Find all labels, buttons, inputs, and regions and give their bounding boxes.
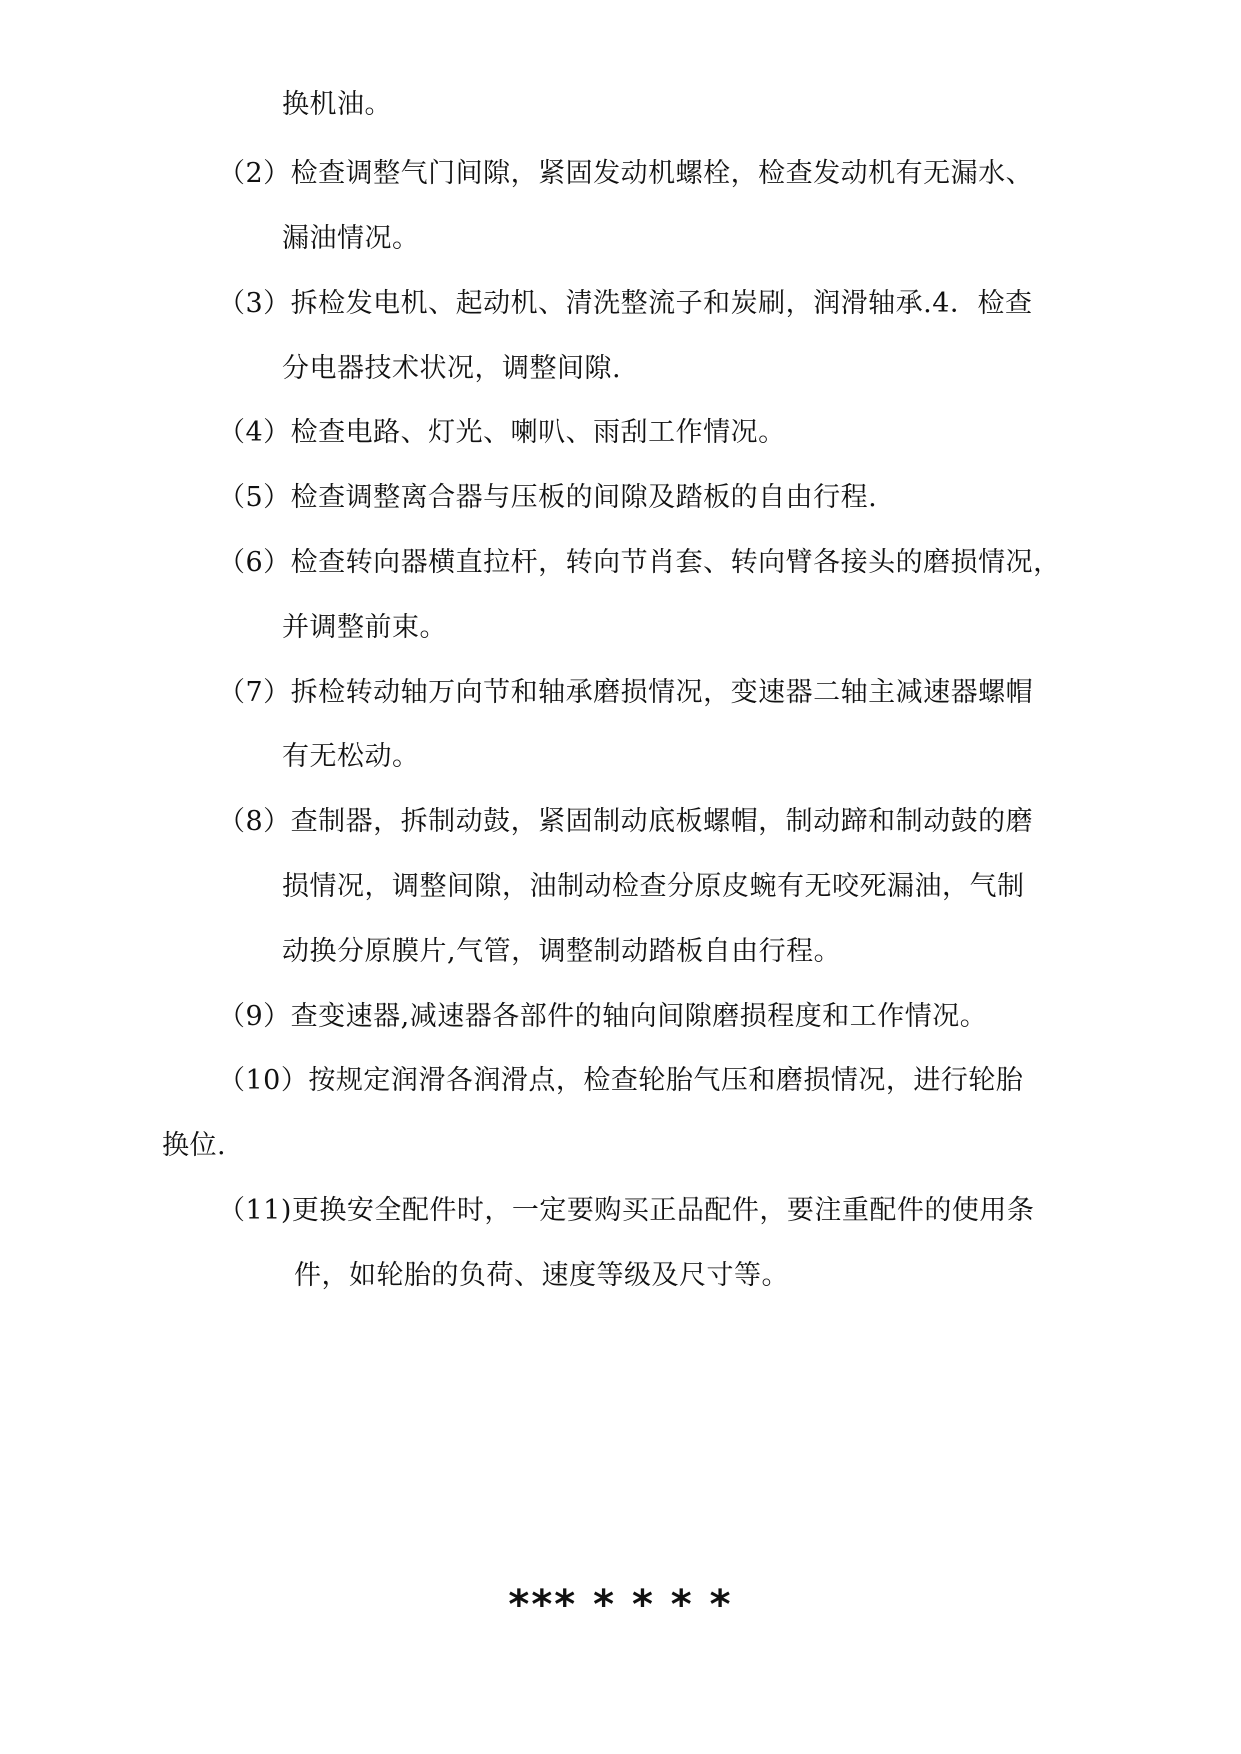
list-item-3: （3）拆检发电机、起动机、清洗整流子和炭刷，润滑轴承.4．检查 [218, 288, 1033, 319]
text-line: 有无松动。 [282, 741, 420, 772]
text-line: 换位. [162, 1130, 227, 1161]
list-item-10: （10）按规定润滑各润滑点，检查轮胎气压和磨损情况，进行轮胎 [218, 1065, 1024, 1096]
text-line: 动换分原膜片,气管，调整制动踏板自由行程。 [282, 936, 842, 967]
text-line: 漏油情况。 [282, 223, 420, 254]
footer-stars: *** * * * * [508, 1582, 733, 1628]
list-item-7: （7）拆检转动轴万向节和轴承磨损情况，变速器二轴主减速器螺帽 [218, 677, 1034, 708]
list-item-8: （8）查制器，拆制动鼓，紧固制动底板螺帽，制动蹄和制动鼓的磨 [218, 806, 1034, 837]
list-item-4: （4）检查电路、灯光、喇叭、雨刮工作情况。 [218, 417, 786, 448]
list-item-11: （11)更换安全配件时，一定要购买正品配件，要注重配件的使用条 [218, 1195, 1035, 1226]
text-line: 损情况，调整间隙，油制动检查分原皮蜿有无咬死漏油，气制 [282, 871, 1025, 902]
text-line: 并调整前束。 [282, 612, 447, 643]
text-line: 换机油。 [282, 89, 392, 120]
list-item-5: （5）检查调整离合器与压板的间隙及踏板的自由行程. [218, 482, 878, 513]
text-line: 分电器技术状况，调整间隙. [282, 353, 622, 384]
list-item-9: （9）查变速器,减速器各部件的轴向间隙磨损程度和工作情况。 [218, 1001, 988, 1032]
text-line: 件，如轮胎的负荷、速度等级及尺寸等。 [294, 1260, 789, 1291]
list-item-6: （6）检查转向器横直拉杆，转向节肖套、转向臂各接头的磨损情况， [218, 547, 1061, 578]
list-item-2: （2）检查调整气门间隙，紧固发动机螺栓，检查发动机有无漏水、 [218, 158, 1034, 189]
